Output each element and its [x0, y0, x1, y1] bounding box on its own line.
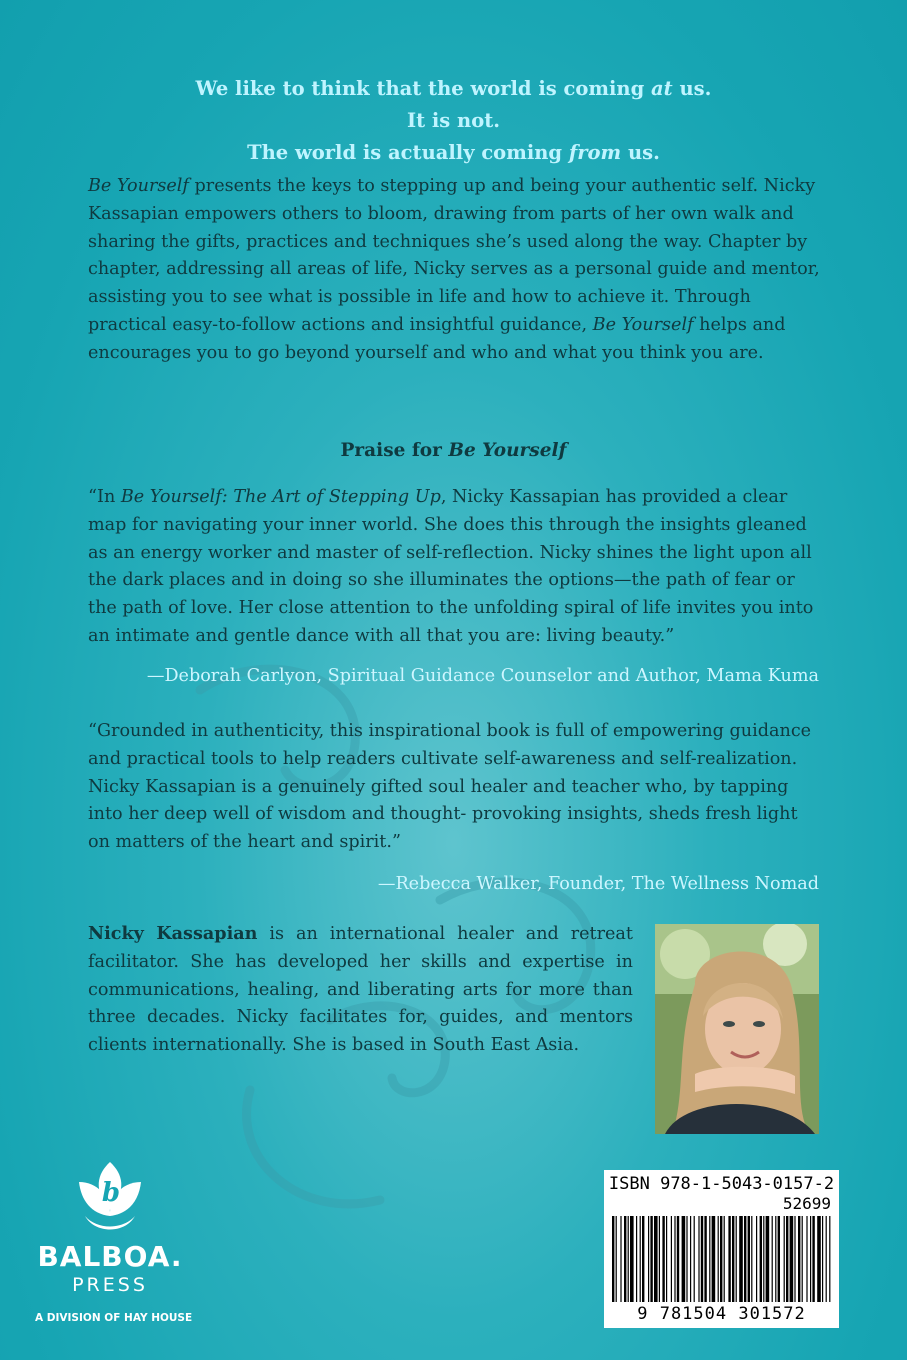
praise-attribution-1: —Deborah Carlyon, Spiritual Guidance Counselor and Author, Mama Kuma — [146, 666, 819, 686]
barcode-bars — [612, 1216, 832, 1302]
author-photo — [655, 924, 819, 1134]
price-code: 52699 — [782, 1194, 831, 1213]
praise-attribution-2: —Rebecca Walker, Founder, The Wellness Nomad — [377, 874, 819, 894]
isbn-number: ISBN 978-1-5043-0157-2 — [608, 1174, 835, 1194]
logo-letter: b — [101, 1178, 121, 1208]
author-bio-text: is an international healer and retreat facilitator. She has developed her skills and expertise in communications, healing, and liberating arts for more than three decades. Nicky facilitates for, guides, and mentors clients internationally. She is based in South East Asia. — [88, 924, 633, 1056]
isbn-barcode — [604, 1170, 839, 1328]
tagline — [0, 73, 907, 169]
tagline-line-2: It is not. — [406, 109, 501, 132]
tagline-line-3: The world is actually coming from us. — [247, 141, 660, 164]
tagline-line-1: We like to think that the world is coming at us. — [195, 77, 712, 100]
book-description: Be Yourself presents the keys to stepping up and being your authentic self. Nicky Kassapian empowers others to bloom, drawing from parts of her own walk and sharing the gifts, practices and techniques she’s used along the way. Chapter by chapter, addressing all areas of life, Nicky serves as a personal guide and mentor, assisting you to see what is possible in life and how to achieve it. Through practical easy-to-follow actions and insightful guidance, Be Yourself helps and encourages you to go beyond yourself and who and what you think you are. — [88, 176, 820, 363]
publisher-press: PRESS — [72, 1274, 148, 1296]
praise-quote-2: “Grounded in authenticity, this inspirational book is full of empowering guidance and practical tools to help readers cultivate self-awareness and self-realization. Nicky Kassapian is a genuinely gifted soul healer and teacher who, by tapping into her deep well of wisdom and thought- provoking insights, sheds fresh light on matters of the heart and spirit.” — [88, 721, 812, 853]
author-bio — [88, 920, 633, 1060]
praise-quote-1: “In Be Yourself: The Art of Stepping Up, Nicky Kassapian has provided a clear map for navigating your inner world. She does this through the insights gleaned as an energy worker and master of self-reflection. Nicky shines the light upon all the dark places and in doing so she illuminates the options—the path of fear or the path of love. Her close attention to the unfolding spiral of life invites you into an intimate and gentle dance with all that you are: living beauty.” — [88, 487, 814, 646]
publisher-logo — [35, 1160, 195, 1330]
author-name: Nicky Kassapian — [88, 923, 258, 944]
barcode-number: 9 781504 301572 — [637, 1304, 806, 1324]
publisher-name: BALBOA. — [37, 1240, 183, 1273]
praise-heading: Praise for Be Yourself — [340, 440, 567, 461]
publisher-division: A DIVISION OF HAY HOUSE — [35, 1312, 193, 1324]
